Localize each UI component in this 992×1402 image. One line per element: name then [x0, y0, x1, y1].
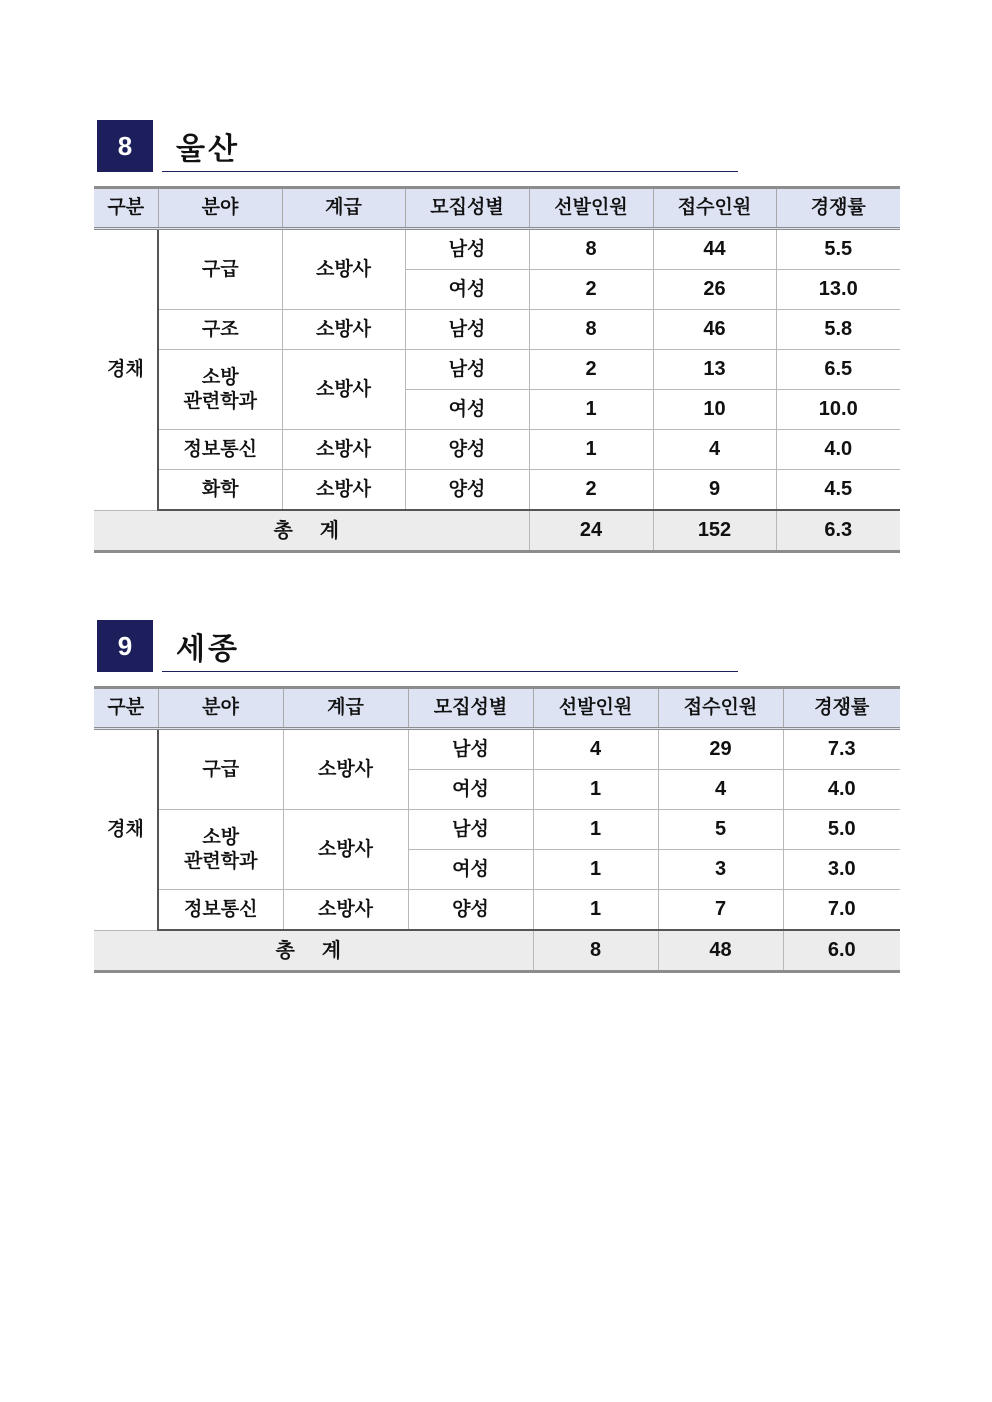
total-ratio: 6.0 [783, 930, 900, 972]
selected-cell: 1 [533, 890, 658, 931]
title-underline [162, 671, 738, 672]
table-row [94, 310, 900, 350]
header-field: 분야 [158, 188, 282, 229]
header-category: 구분 [94, 688, 158, 729]
table-row [94, 470, 900, 511]
gender-cell: 여성 [405, 270, 529, 310]
header-selected: 선발인원 [529, 188, 653, 229]
field-cell: 구급 [158, 229, 282, 310]
rank-cell: 소방사 [283, 729, 408, 810]
ratio-cell: 13.0 [776, 270, 900, 310]
header-ratio: 경쟁률 [776, 188, 900, 229]
category-cell: 경채 [94, 729, 158, 931]
field-cell: 구조 [158, 310, 282, 350]
total-row [94, 510, 900, 552]
table-header-row [94, 188, 900, 229]
section-header [94, 120, 900, 186]
selected-cell: 8 [529, 229, 653, 270]
applied-cell: 7 [658, 890, 783, 931]
category-cell: 경채 [94, 229, 158, 511]
gender-cell: 남성 [408, 810, 533, 850]
field-cell: 소방 관련학과 [158, 350, 282, 430]
header-applied: 접수인원 [653, 188, 776, 229]
gender-cell: 남성 [405, 350, 529, 390]
rank-cell: 소방사 [282, 430, 405, 470]
applied-cell: 29 [658, 729, 783, 770]
ratio-cell: 5.8 [776, 310, 900, 350]
field-cell: 구급 [158, 729, 283, 810]
selected-cell: 1 [533, 850, 658, 890]
ratio-cell: 5.5 [776, 229, 900, 270]
applied-cell: 4 [658, 770, 783, 810]
field-cell: 정보통신 [158, 890, 283, 931]
gender-cell: 여성 [408, 770, 533, 810]
applied-cell: 3 [658, 850, 783, 890]
table-header-row [94, 688, 900, 729]
recruitment-table [94, 186, 900, 553]
header-rank: 계급 [283, 688, 408, 729]
field-cell: 소방 관련학과 [158, 810, 283, 890]
applied-cell: 9 [653, 470, 776, 511]
title-underline [162, 171, 738, 172]
total-applied: 48 [658, 930, 783, 972]
applied-cell: 26 [653, 270, 776, 310]
section-number: 9 [97, 620, 153, 672]
total-label: 총 계 [94, 510, 529, 552]
rank-cell: 소방사 [283, 810, 408, 890]
ratio-cell: 7.0 [783, 890, 900, 931]
ratio-cell: 4.0 [783, 770, 900, 810]
gender-cell: 양성 [405, 430, 529, 470]
ratio-cell: 4.0 [776, 430, 900, 470]
applied-cell: 10 [653, 390, 776, 430]
table-row [94, 430, 900, 470]
header-category: 구분 [94, 188, 158, 229]
applied-cell: 13 [653, 350, 776, 390]
gender-cell: 남성 [405, 229, 529, 270]
gender-cell: 양성 [405, 470, 529, 511]
ratio-cell: 7.3 [783, 729, 900, 770]
header-ratio: 경쟁률 [783, 688, 900, 729]
section-title: 울산 [176, 132, 240, 167]
section-header [94, 620, 900, 686]
total-selected: 8 [533, 930, 658, 972]
header-gender: 모집성별 [405, 188, 529, 229]
applied-cell: 46 [653, 310, 776, 350]
header-gender: 모집성별 [408, 688, 533, 729]
rank-cell: 소방사 [282, 229, 405, 310]
field-cell: 화학 [158, 470, 282, 511]
total-label: 총 계 [94, 930, 533, 972]
rank-cell: 소방사 [282, 350, 405, 430]
section-ulsan [94, 120, 900, 553]
gender-cell: 여성 [405, 390, 529, 430]
gender-cell: 여성 [408, 850, 533, 890]
total-ratio: 6.3 [776, 510, 900, 552]
table-row [94, 890, 900, 931]
selected-cell: 1 [533, 770, 658, 810]
rank-cell: 소방사 [282, 310, 405, 350]
total-selected: 24 [529, 510, 653, 552]
gender-cell: 남성 [408, 729, 533, 770]
table-row [94, 350, 900, 390]
total-applied: 152 [653, 510, 776, 552]
gender-cell: 남성 [405, 310, 529, 350]
selected-cell: 2 [529, 470, 653, 511]
selected-cell: 4 [533, 729, 658, 770]
table-row [94, 810, 900, 850]
applied-cell: 5 [658, 810, 783, 850]
section-number: 8 [97, 120, 153, 172]
section-title: 세종 [176, 632, 240, 667]
header-applied: 접수인원 [658, 688, 783, 729]
total-row [94, 930, 900, 972]
ratio-cell: 4.5 [776, 470, 900, 511]
gender-cell: 양성 [408, 890, 533, 931]
selected-cell: 8 [529, 310, 653, 350]
selected-cell: 1 [529, 430, 653, 470]
rank-cell: 소방사 [283, 890, 408, 931]
rank-cell: 소방사 [282, 470, 405, 511]
header-field: 분야 [158, 688, 283, 729]
header-rank: 계급 [282, 188, 405, 229]
selected-cell: 1 [533, 810, 658, 850]
table-row [94, 229, 900, 270]
selected-cell: 2 [529, 270, 653, 310]
ratio-cell: 5.0 [783, 810, 900, 850]
field-cell: 정보통신 [158, 430, 282, 470]
ratio-cell: 3.0 [783, 850, 900, 890]
section-sejong [94, 620, 900, 973]
recruitment-table [94, 686, 900, 973]
ratio-cell: 6.5 [776, 350, 900, 390]
header-selected: 선발인원 [533, 688, 658, 729]
applied-cell: 4 [653, 430, 776, 470]
ratio-cell: 10.0 [776, 390, 900, 430]
table-row [94, 729, 900, 770]
selected-cell: 2 [529, 350, 653, 390]
applied-cell: 44 [653, 229, 776, 270]
selected-cell: 1 [529, 390, 653, 430]
